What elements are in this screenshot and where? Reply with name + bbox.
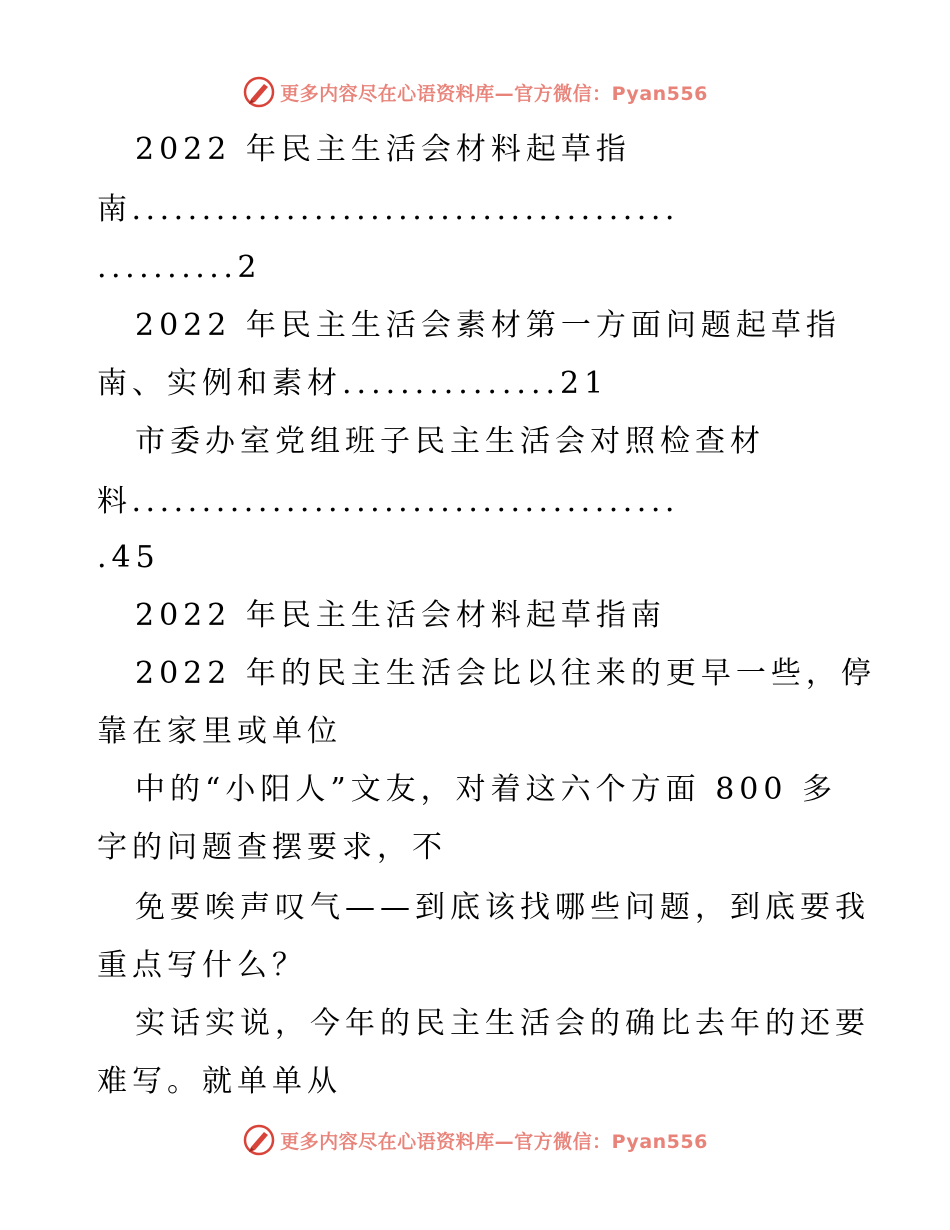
paragraph-4-line-2: 难写。就单单从 [97, 1064, 342, 1099]
toc-entry-3-line-2: 料....................................... [97, 484, 679, 519]
paragraph-1-line-1: 2022 年的民主生活会比以往来的更早一些，停 [135, 656, 876, 691]
banner-text: 更多内容尽在心语资料库—官方微信：Pyan556 [280, 82, 708, 105]
section-title: 2022 年民主生活会材料起草指南 [135, 598, 666, 633]
toc-entry-1-line-2: 南....................................... [97, 192, 679, 227]
pen-logo-icon [242, 75, 276, 109]
paragraph-3-line-2: 重点写什么？ [97, 948, 307, 983]
toc-entry-3-line-1: 市委办室党组班子民主生活会对照检查材 [135, 424, 765, 459]
paragraph-2-line-2: 字的问题查摆要求，不 [97, 830, 447, 865]
header-banner [0, 70, 950, 114]
toc-entry-2-line-1: 2022 年民主生活会素材第一方面问题起草指 [135, 308, 841, 343]
toc-entry-2-line-2: 南、实例和素材...............21 [97, 366, 609, 401]
toc-entry-3-line-3: .45 [97, 540, 160, 575]
paragraph-3-line-1: 免要唉声叹气——到底该找哪些问题，到底要我 [135, 890, 870, 925]
toc-entry-1-line-1: 2022 年民主生活会材料起草指 [135, 132, 631, 167]
paragraph-4-line-1: 实话实说，今年的民主生活会的确比去年的还要 [135, 1006, 870, 1041]
banner-text: 更多内容尽在心语资料库—官方微信：Pyan556 [280, 1130, 708, 1153]
pen-logo-icon [242, 1123, 276, 1157]
paragraph-2-line-1: 中的“小阳人”文友，对着这六个方面 800 多 [135, 772, 838, 807]
paragraph-1-line-2: 靠在家里或单位 [97, 714, 342, 749]
toc-entry-1-line-3: ..........2 [97, 250, 261, 285]
footer-banner [0, 1118, 950, 1162]
